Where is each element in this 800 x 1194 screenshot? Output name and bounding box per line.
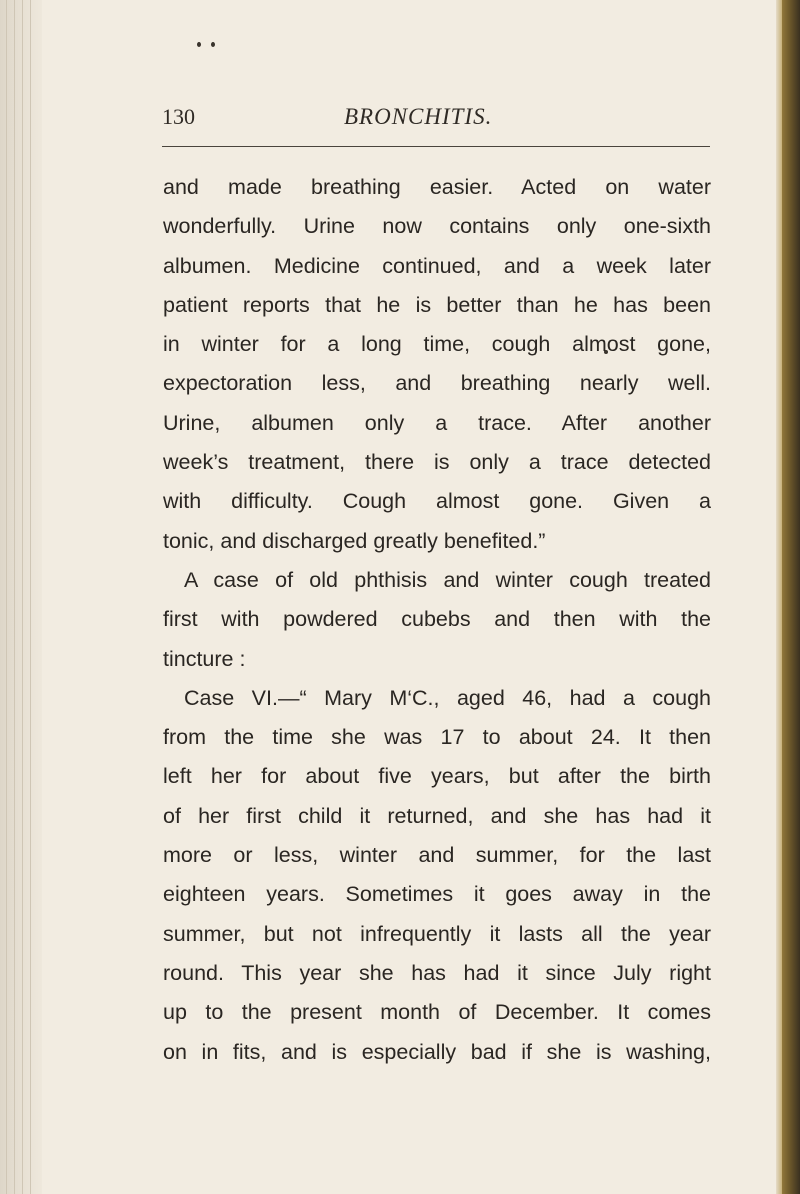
body-text xyxy=(163,168,711,1072)
text-line: expectoration less, and breathing nearly well. xyxy=(163,371,711,396)
text-line: round. This year she has had it since July right xyxy=(163,960,711,985)
text-line: tonic, and discharged greatly benefited.” xyxy=(163,528,546,553)
page-header xyxy=(162,104,710,136)
header-rule xyxy=(162,146,710,147)
ink-speck xyxy=(211,42,215,47)
text-line: more or less, winter and summer, for the last xyxy=(163,843,711,868)
ink-speck xyxy=(197,42,201,47)
text-line: tincture : xyxy=(163,646,246,671)
page-gutter-left xyxy=(0,0,42,1194)
book-edge-right xyxy=(776,0,800,1194)
text-line: week’s treatment, there is only a trace detected xyxy=(163,450,711,475)
text-line: on in fits, and is especially bad if she is washing, xyxy=(163,1039,711,1064)
text-line: A case of old phthisis and winter cough treated xyxy=(184,567,711,592)
text-line: and made breathing easier. Acted on water xyxy=(163,175,711,199)
text-line: from the time she was 17 to about 24. It then xyxy=(163,725,711,750)
text-line: Urine, albumen only a trace. After another xyxy=(163,410,711,435)
text-line: eighteen years. Sometimes it goes away in the xyxy=(163,882,711,907)
text-line: Case VI.—“ Mary M‘C., aged 46, had a cough xyxy=(184,685,711,710)
text-line: of her first child it returned, and she has had it xyxy=(163,803,711,828)
text-line: left her for about five years, but after the birth xyxy=(163,764,711,789)
text-line: with difficulty. Cough almost gone. Given a xyxy=(163,489,711,514)
text-line: up to the present month of December. It comes xyxy=(163,1000,711,1025)
page-number: 130 xyxy=(162,104,195,129)
text-line: first with powdered cubebs and then with the xyxy=(163,607,711,632)
running-title: BRONCHITIS. xyxy=(344,104,493,129)
text-line: summer, but not infrequently it lasts all the year xyxy=(163,921,711,946)
text-line: patient reports that he is better than he has been xyxy=(163,292,711,317)
text-line: wonderfully. Urine now contains only one-sixth xyxy=(163,214,711,239)
text-line: in winter for a long time, cough almost gone, xyxy=(163,332,711,357)
text-line: albumen. Medicine continued, and a week later xyxy=(163,253,711,278)
